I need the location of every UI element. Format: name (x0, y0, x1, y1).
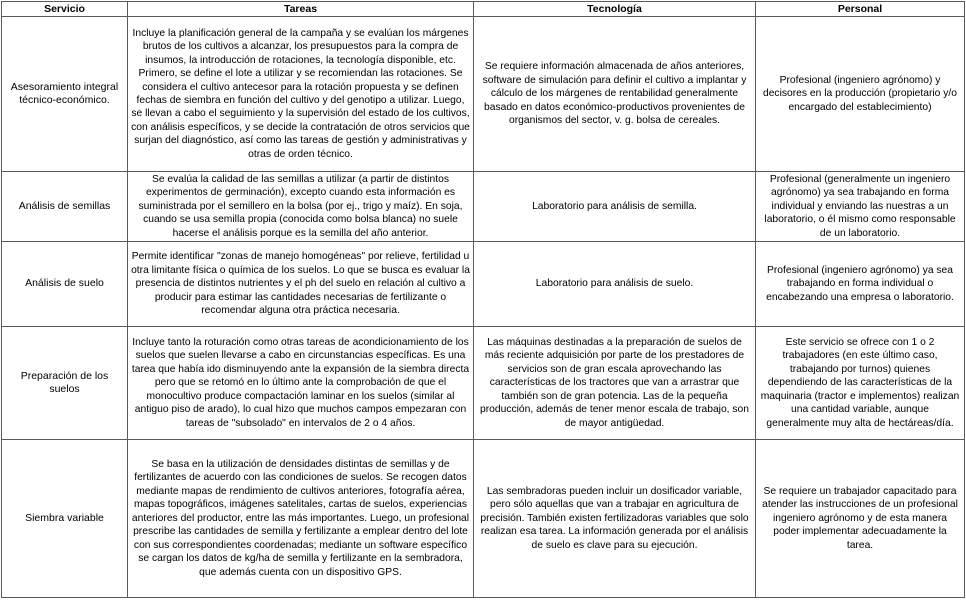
table-row (2, 440, 965, 598)
cell-tecnologia: Se requiere información almacenada de años anteriores, software de simulación para definir el cultivo a implantar y cálculo de los márgenes de rentabilidad generalmente basado en datos económico-productivos provenientes de organismos del sector, v. g. bolsa de cereales. (474, 17, 756, 172)
table-row (2, 17, 965, 172)
cell-personal: Este servicio se ofrece con 1 o 2 trabajadores (en este último caso, trabajando por turnos) quienes dependiendo de las características de la maquinaria (tractor e implementos) realizan una cantidad variable, aunque generalmente muy alta de hectáreas/día. (756, 327, 965, 440)
cell-servicio: Análisis de suelo (2, 242, 128, 327)
cell-servicio: Preparación de los suelos (2, 327, 128, 440)
header-personal: Personal (756, 2, 965, 17)
cell-tecnologia: Las sembradoras pueden incluir un dosificador variable, pero sólo aquellas que van a trabajar en agricultura de precisión. También existen fertilizadoras variables que solo realizan esa tarea. La información generada por el análisis de suelo es clave para su ejecución. (474, 440, 756, 598)
table-row (2, 172, 965, 242)
cell-personal: Profesional (ingeniero agrónomo) ya sea trabajando en forma individual o encabezando una empresa o laboratorio. (756, 242, 965, 327)
cell-personal: Profesional (ingeniero agrónomo) y decisores en la producción (propietario y/o encargado del establecimiento) (756, 17, 965, 172)
header-servicio: Servicio (2, 2, 128, 17)
header-tareas: Tareas (128, 2, 474, 17)
cell-tareas: Se basa en la utilización de densidades distintas de semillas y de fertilizantes de acuerdo con las condiciones de suelos. Se recogen datos mediante mapas de rendimiento de cultivos anteriores, fotografía aérea, mapas topográficos, imágenes satelitales, cartas de suelos, experiencias anteriores del productor, entre las más importantes. Luego, un profesional prescribe las cantidades de semilla y fertilizante a emplear dentro del lote con sus correspondientes coordenadas; mediante un software específico se cargan los datos de kg/ha de semilla y fertilizante en la sembradora, que además cuenta con un dispositivo GPS. (128, 440, 474, 598)
cell-tareas: Incluye la planificación general de la campaña y se evalúan los márgenes brutos de los cultivos a alcanzar, los presupuestos para la compra de insumos, la introducción de rotaciones, la tecnología disponible, etc. Primero, se define el lote a utilizar y se recomiendan las rotaciones. Se considera el cultivo antecesor para la rotación propuesta y se definen fechas de siembra en función del cultivo y del genotipo a utilizar. Luego, se llevan a cabo el seguimiento y la supervisión del estado de los cultivos, con análisis específicos, y se decide la contratación de otros servicios que surjan del diagnóstico, así como las tareas de gestión y administrativas y otras de orden técnico. (128, 17, 474, 172)
header-tecnologia: Tecnología (474, 2, 756, 17)
services-table (1, 1, 965, 598)
cell-tecnologia: Laboratorio para análisis de semilla. (474, 172, 756, 242)
cell-tareas: Permite identificar "zonas de manejo homogéneas" por relieve, fertilidad u otra limitante física o química de los suelos. Lo que se busca es evaluar la presencia de distintos nutrientes y el ph del suelo en relación al cultivo a producir para estimar las cantidades necesarias de fertilizante o recomendar alguna otra práctica necesaria. (128, 242, 474, 327)
table-row (2, 327, 965, 440)
cell-tecnologia: Laboratorio para análisis de suelo. (474, 242, 756, 327)
header-row (2, 2, 965, 17)
table-row (2, 242, 965, 327)
cell-personal: Profesional (generalmente un ingeniero agrónomo) ya sea trabajando en forma individual y enviando las nuestras a un laboratorio, o él mismo como responsable de un laboratorio. (756, 172, 965, 242)
cell-servicio: Asesoramiento integral técnico-económico. (2, 17, 128, 172)
cell-tareas: Incluye tanto la roturación como otras tareas de acondicionamiento de los suelos que suelen llevarse a cabo en circunstancias específicas. Es una tarea que había ido disminuyendo ante la expansión de la siembra directa pero que se retomó en lo último ante la comprobación de que el monocultivo produce compactación laminar en los suelos (similar al antiguo piso de arado), lo cual hizo que muchos campos empezaran con tareas de "subsolado" en intervalos de 2 o 4 años. (128, 327, 474, 440)
cell-tareas: Se evalúa la calidad de las semillas a utilizar (a partir de distintos experimentos de germinación), excepto cuando esta información es suministrada por el semillero en la bolsa (por ej., trigo y maíz). En soja, cuando se usa semilla propia (conocida como bolsa blanca) no suele hacerse el análisis porque es la semilla del año anterior. (128, 172, 474, 242)
cell-tecnologia: Las máquinas destinadas a la preparación de suelos de más reciente adquisición por parte de los prestadores de servicios son de gran escala aprovechando las características de los tractores que van a arrastrar que también son de gran potencia. Las de la pequeña producción, además de tener menor escala de trabajo, son de mayor antigüedad. (474, 327, 756, 440)
cell-servicio: Análisis de semillas (2, 172, 128, 242)
cell-servicio: Siembra variable (2, 440, 128, 598)
cell-personal: Se requiere un trabajador capacitado para atender las instrucciones de un profesional ingeniero agrónomo y de esta manera poder implementar adecuadamente la tarea. (756, 440, 965, 598)
